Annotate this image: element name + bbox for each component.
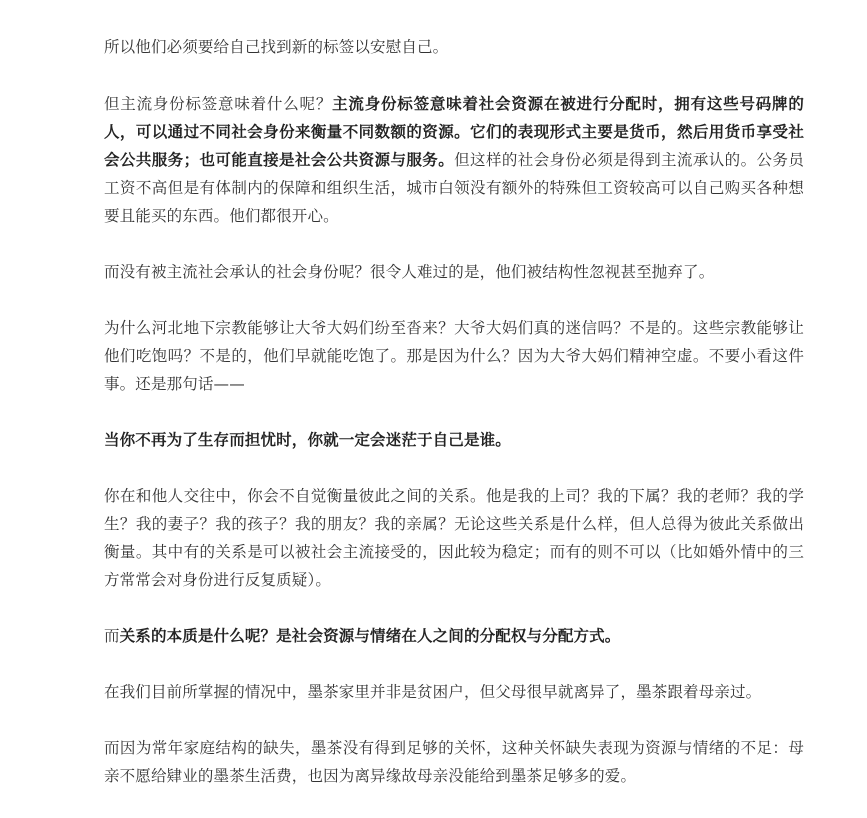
paragraph-7-lead: 而 <box>104 627 120 645</box>
paragraph-2-tail: 但这样的社会身份必须是得到主流承认的。公务员工资不高但是有体制内的保障和组织生活，城市白领没有额外的特殊但工资较高可以自己购买各种想要且能买的东西。他们都很开心。 <box>104 151 804 225</box>
paragraph-4: 为什么河北地下宗教能够让大爷大妈们纷至沓来？大爷大妈们真的迷信吗？不是的。这些宗教能够让他们吃饱吗？不是的，他们早就能吃饱了。那是因为什么？因为大爷大妈们精神空虚。不要小看这件事。还是那句话—— <box>104 319 804 393</box>
paragraph-5 <box>104 426 804 454</box>
paragraph-3: 而没有被主流社会承认的社会身份呢？很令人难过的是，他们被结构性忽视甚至抛弃了。 <box>104 263 715 281</box>
paragraph-7-bold: 关系的本质是什么呢？是社会资源与情绪在人之间的分配权与分配方式。 <box>119 627 621 645</box>
paragraph-2-bold: 主流身份标签意味着社会资源在被进行分配时，拥有这些号码牌的人，可以通过不同社会身份来衡量不同数额的资源。它们的表现形式主要是货币，然后用货币享受社会公共服务；也可能直接是社会公共资源与服务。 <box>104 95 804 169</box>
article-body <box>104 33 804 818</box>
paragraph-2-lead: 但主流身份标签意味着什么呢？ <box>104 95 333 113</box>
paragraph-7 <box>104 622 804 650</box>
paragraph-1: 所以他们必须要给自己找到新的标签以安慰自己。 <box>104 38 449 56</box>
paragraph-6: 你在和他人交往中，你会不自觉衡量彼此之间的关系。他是我的上司？我的下属？我的老师？我的学生？我的妻子？我的孩子？我的朋友？我的亲属？无论这些关系是什么样，但人总得为彼此关系做出衡量。其中有的关系是可以被社会主流接受的，因此较为稳定；而有的则不可以（比如婚外情中的三方常常会对身份进行反复质疑）。 <box>104 487 804 589</box>
paragraph-8: 在我们目前所掌握的情况中，墨茶家里并非是贫困户，但父母很早就离异了，墨茶跟着母亲过。 <box>104 683 762 701</box>
paragraph-2 <box>104 90 804 230</box>
paragraph-9: 而因为常年家庭结构的缺失，墨茶没有得到足够的关怀，这种关怀缺失表现为资源与情绪的不足：母亲不愿给肄业的墨茶生活费，也因为离异缘故母亲没能给到墨茶足够多的爱。 <box>104 739 804 785</box>
paragraph-5-bold: 当你不再为了生存而担忧时，你就一定会迷茫于自己是谁。 <box>104 431 511 449</box>
